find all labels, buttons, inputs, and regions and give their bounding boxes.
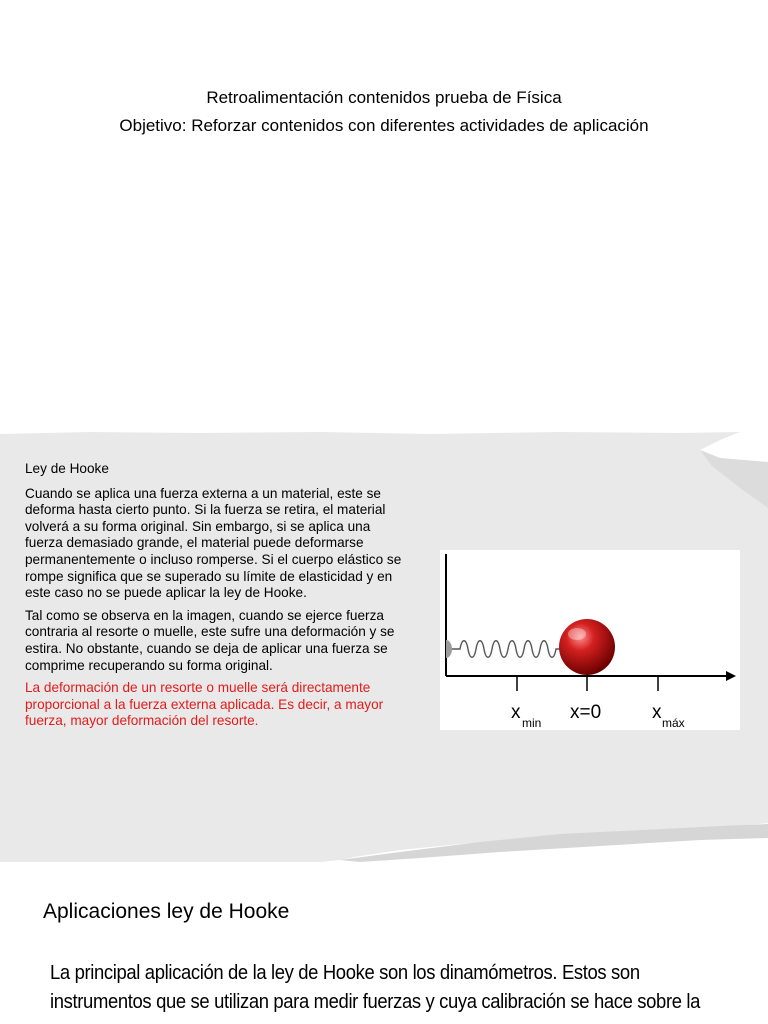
slide3 bbox=[0, 870, 768, 1024]
label-x-max-sub: máx bbox=[662, 716, 685, 730]
hooke-highlight: La deformación de un resorte o muelle será directamente proporcional a la fuerza externa aplicada. Es decir, a mayor fuerza, mayor deformación del resorte. bbox=[25, 680, 384, 729]
label-x-zero: x=0 bbox=[570, 702, 602, 723]
slide1-title-line1: Retroalimentación contenidos prueba de Física bbox=[206, 88, 562, 107]
hooke-heading: Ley de Hooke bbox=[25, 461, 109, 476]
hooke-text-block bbox=[25, 461, 410, 736]
spring-diagram bbox=[440, 550, 740, 730]
slide1-title bbox=[0, 84, 768, 140]
label-x-min: x bbox=[511, 702, 521, 723]
slide3-title: Aplicaciones ley de Hooke bbox=[43, 900, 290, 923]
hooke-paragraph-1: Cuando se aplica una fuerza externa a un material, este se deforma hasta cierto punto. Si la fuerza se retira, el material volverá a su forma original. Sin embargo, si se aplica una fuerza demasiado grande, el material puede deformarse permanentemente o incluso romperse. Si el cuerpo elástico se rompe significa que se superado su límite de elasticidad y en este caso no se puede aplicar la ley de Hooke. bbox=[25, 485, 402, 601]
label-x-max: x bbox=[652, 702, 662, 723]
hooke-paragraph-2: Tal como se observa en la imagen, cuando se ejerce fuerza contraria al resorte o muelle, este sufre una deformación y se estira. No obstante, cuando se deja de aplicar una fuerza se comprime recuperando su forma original. bbox=[25, 607, 395, 673]
ball-highlight bbox=[568, 628, 586, 640]
label-x-min-sub: min bbox=[522, 716, 542, 730]
slide3-body-line2: instrumentos que se utilizan para medir fuerzas y cuya calibración se hace sobre la bbox=[50, 990, 701, 1013]
slide3-body-line1: La principal aplicación de la ley de Hooke son los dinamómetros. Estos son bbox=[50, 961, 640, 984]
slide1-objective-line: Objetivo: Reforzar contenidos con diferentes actividades de aplicación bbox=[119, 116, 649, 135]
red-ball bbox=[559, 619, 615, 675]
slide3-body bbox=[50, 958, 701, 1016]
